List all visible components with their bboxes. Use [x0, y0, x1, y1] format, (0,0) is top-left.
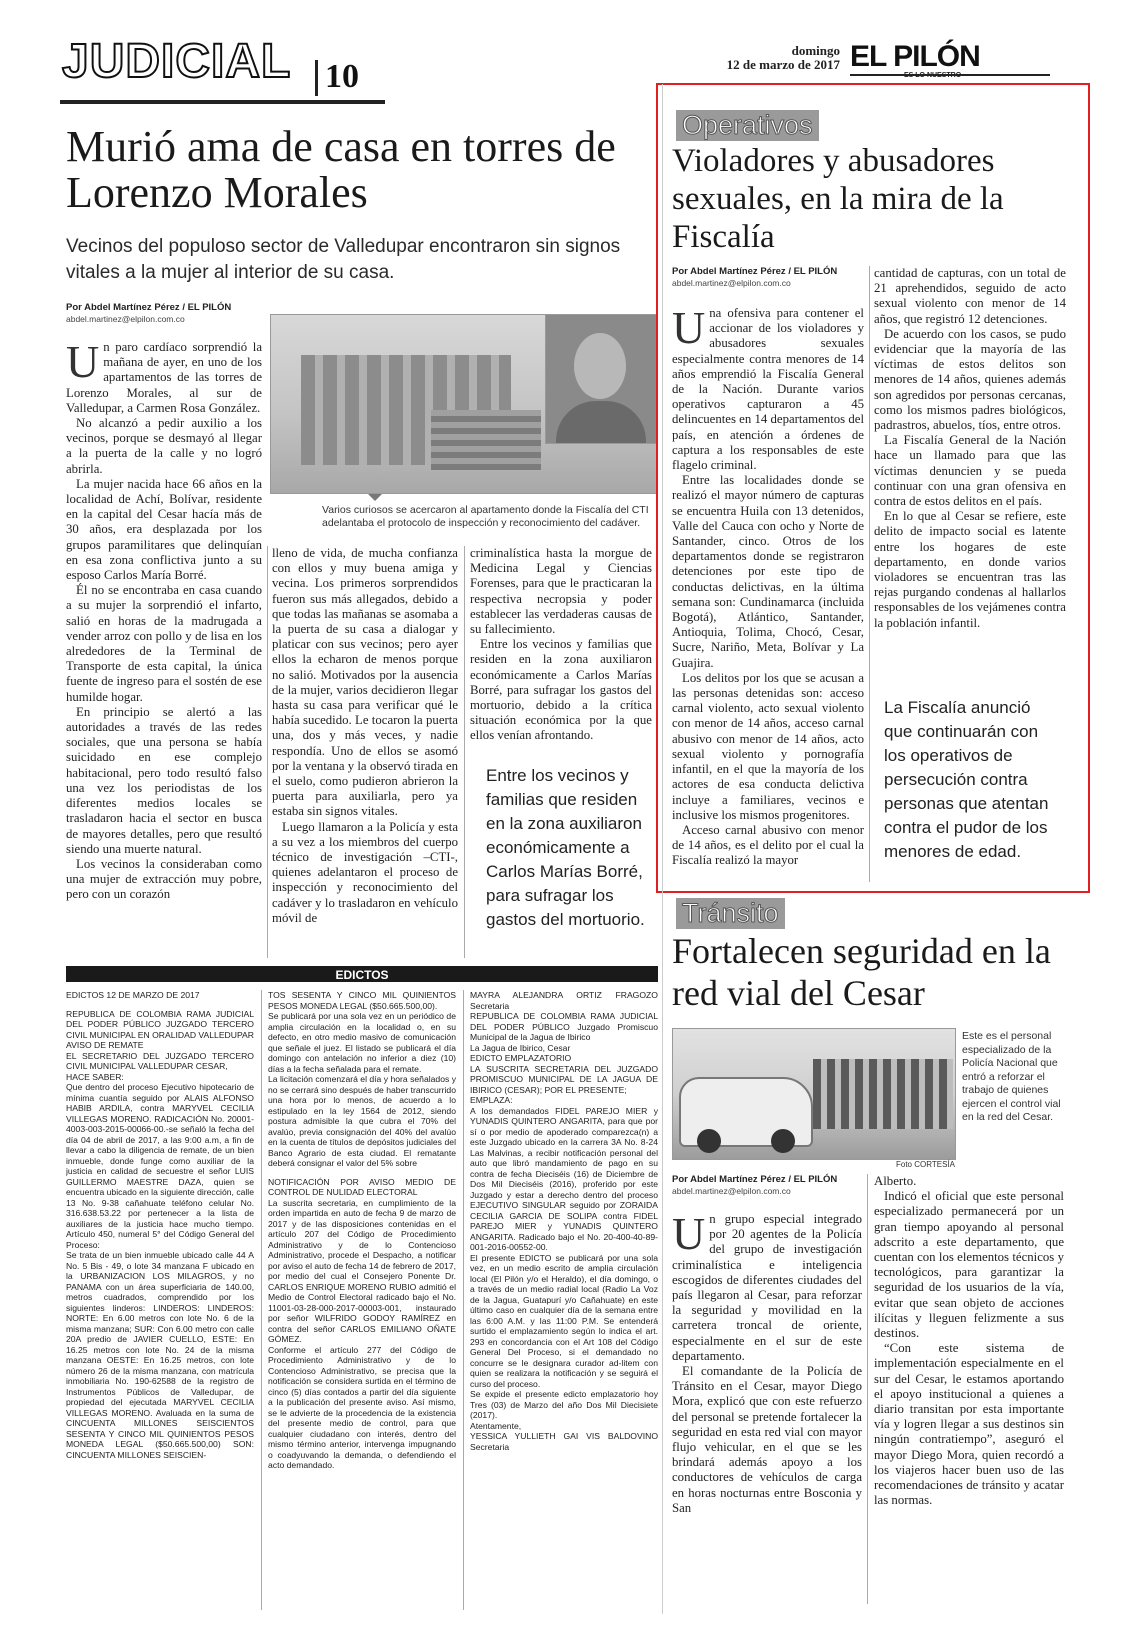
- victim-portrait: [545, 314, 657, 444]
- article2-col1: [672, 306, 864, 886]
- page-number: 10: [325, 58, 359, 95]
- article1-col2: [272, 546, 458, 962]
- edict-paragraph: EDICTOS 12 DE MARZO DE 2017: [66, 990, 200, 1000]
- masthead-date-text: 12 de marzo de 2017: [726, 57, 840, 72]
- article1-pull-quote: Entre los vecinos y familias que residen en la zona auxiliaron económicamente a Carlos Marías Borré, para sufragar los gastos del mortuorio.: [486, 766, 645, 929]
- paragraph: “Con este sistema de implementación especialmente en el sur del Cesar, le estamos aportando el apoyo institucional a quienes a diario transitan por esta importante vía y logren llegar a sus destinos sin ningún contratiempo”, aseguró el mayor Diego Mora, quien recordó a los viajeros hacer buen uso de las recomendaciones de tránsito y acatar las normas.: [874, 1341, 1064, 1508]
- article3-email: abdel.martinez@elpilon.com.co: [672, 1186, 791, 1196]
- article1-byline: Por Abdel Martínez Pérez / EL PILÓN: [66, 302, 232, 313]
- article1-col1: [66, 340, 262, 966]
- paragraph: En principio se alertó a las autoridades a través de las redes sociales, que una persona se había suicidado en ese complejo habitacional, pero todo resultó falso una vez los periodistas de los diferentes medios locales se trasladaron hacia el sector en busca de mayores detalles, pero que resultó siendo una muerte natural.: [66, 704, 262, 856]
- edict-paragraph: EL SECRETARIO DEL JUZGADO TERCERO CIVIL MUNICIPAL VALLEDUPAR CESAR,: [66, 1050, 254, 1071]
- paragraph: De acuerdo con los casos, se pudo evidenciar que la mayoría de las víctimas de estos delitos son menores de 14 años, quienes además son agredidos por personas cercanas, como los mismos padres biológicos, padrastros, abuelos, tíos, entre otros.: [874, 326, 1066, 433]
- edict-paragraph: EMPLAZA:: [470, 1095, 513, 1105]
- edictos-col3: [470, 990, 658, 1612]
- edict-paragraph: REPUBLICA DE COLOMBIA RAMA JUDICIAL DEL PODER PÚBLICO Juzgado Promiscuo Municipal de la Jagua de Ibirico: [470, 1011, 658, 1042]
- paragraph: La mujer nacida hace 66 años en la localidad de Achí, Bolívar, residente en la capital del Cesar hacía más de 30 años, era desplazada por los grupos paramilitares que delinquían en esa zona conflictiva junto a su esposo Carlos María Borré.: [66, 476, 262, 583]
- paragraph: Indicó el oficial que este personal especializado permanecerá por un gran tiempo apoyando al personal adscrito a este departamento, que cuentan con los elementos técnicos y tecnológicos, para garantizar la seguridad de los usuarios de la vía, evitar que sean objeto de acciones ilícitas y lleguen felizmente a sus destinos.: [874, 1189, 1064, 1341]
- article1-email: abdel.martinez@elpilon.com.co: [66, 314, 185, 324]
- edict-paragraph: La suscrita secretaria, en cumplimiento de la orden impartida en auto de fecha 9 de marzo de 2017 y de las disposiciones contenidas en el artículo 207 del Código de Procedimiento Administrativo y de lo Contencioso Administrativo, procede el Despacho, a notificar por aviso el auto de fecha 14 de febrero de 2017, por medio del cual el Consejero Ponente Dr. CARLOS ENRIQUE MORENO RUBIO admitió el Medio de Control Electoral radicado bajo el No. 11001-03-28-000-2017-00003-001, instaurado por señor WILFRIDO GODOY RAMÍREZ en contra del señor CARLOS EMILIANO OÑATE GÓMEZ.: [268, 1197, 456, 1344]
- edict-paragraph: LA SUSCRITA SECRETARIA DEL JUZGADO PROMISCUO MUNICIPAL DE LA JAGUA DE IBIRICO (CESAR); POR EL PRESENTE;: [470, 1063, 658, 1095]
- paragraph: Alberto.: [874, 1174, 917, 1188]
- edict-paragraph: Se trata de un bien inmueble ubicado calle 44 A No. 5 Bis - 49, o lote 34 manzana F ubicado en la URBANIZACION LOS MILAGROS, y no PANAMA con un área superficiaria de 140.00, metros cuadrados, comprendido por los siguientes linderos: LINDEROS: LINDEROS: NORTE: En 6.00 metros con lote No. 6 de la misma manzana; SUR: Con 6.00 metro con calle 20A predio de JAVIER CUELLO, ESTE: En 16.25 metros con lote No. 24 de la misma manzana OESTE: En 16.25 metros, con lote número 26 de la misma manzana, con matrícula inmobiliaria No. 190-62588 de la registro de Instrumentos Públicos de Valledupar, de propiedad del ejecutada MARYVEL CECILIA VILLEGAS MORENO. Avaluada en la suma de CINCUENTA MILLONES SEISCIENTOS SESENTA Y CINCO MIL QUINIENTOS PESOS MONEDA LEGAL ($50.665.500,00) SON: CINCUENTA MILLONES SEISCIEN-: [66, 1250, 254, 1460]
- car-wheel: [771, 1129, 795, 1153]
- portrait-head: [574, 333, 626, 399]
- edict-paragraph: Conforme el artículo 277 del Código de Procedimiento Administrativo y de lo Contencioso Administrativo, se precisa que la notificación se considera surtida en el término de cinco (5) días contados a partir del día siguiente a la publicación del presente aviso. Así mismo, se le advierte de la procedencia de la existencia del presente medio de control, para que cualquier ciudadano con interés, dentro del mismo término anterior, intervenga impugnando o coadyuvando la demanda, o defendiendo el acto demandado.: [268, 1344, 456, 1470]
- section-title: JUDICIAL: [62, 35, 292, 88]
- paragraph: Él no se encontraba en casa cuando a su mujer la sorprendió el infarto, salió en horas de la madrugada a vender arroz con pollo y de lisa en los alrededores de la Terminal de Transporte de esta capital, la única fuente de ingreso para el sostén de ese humilde hogar.: [66, 583, 262, 704]
- building-shape-2: [431, 410, 541, 470]
- section-header: [60, 30, 385, 104]
- edictos-header: EDICTOS: [335, 968, 389, 982]
- paragraph: Acceso carnal abusivo con menor de 14 años, es el delito por el cual la Fiscalía realizó la mayor: [672, 822, 864, 868]
- paragraph: En lo que al Cesar se refiere, este delito de impacto social es latente entre los hogares de este departamento, en donde varios violadores se encuentran tras las rejas purgando condenas al hallarlos responsables de los vejámenes contra la población infantil.: [874, 509, 1066, 630]
- paragraph: na ofensiva para contener el accionar de los violadores y abusadores sexuales especialmente contra menores de 14 años emprendió la Fiscalía General de la Nación. Durante varios operativos capturaron a 45 delincuentes en 14 departamentos del país, en atención a órdenes de captura a los responsables de este flagelo criminal.: [672, 306, 864, 473]
- paragraph: cantidad de capturas, con un total de 21 aprehendidos, seguido de acto sexual violento con menor de 14 años, que registró 12 detenciones.: [874, 266, 1066, 326]
- edict-paragraph: A los demandados FIDEL PAREJO MIER y YUNADIS QUINTERO ANGARITA, para que por sí o por medio de apoderado comparezca(n) a este Juzgado ubicado en la carrera 3A No. 8-24 Las Malvinas, a recibir notificación personal del auto que libró mandamiento de pago en su contra de fecha Dieciséis (16) de Diciembre de Dos Mil Dieciséis (2016), proferido por este Juzgado y estar a derecho dentro del proceso EJECUTIVO SINGULAR seguido por ZORAIDA CECILIA GARCIA DE SOLIPA contra FIDEL PAREJO MIER y YUNADIS QUINTERO ANGARITA. Radicado bajo el No. 20-400-40-89-001-2016-00552-00.: [470, 1105, 658, 1252]
- edict-paragraph: El presente EDICTO se publicará por una sola vez, en un medio escrito de amplia circulación local (El Pilón y/o el Heraldo), el día domingo, o a través de un medio radial local (Radio La Voz de la Jagua, Guatapurí y/o Cañahuate) en este último caso en cualquier día de la semana entre las 6:00 A.M. y las 11:00 P.M. Se entenderá surtido el emplazamiento según lo indica el art. 293 en concordancia con el Art 108 del Código General Del Proceso, si el demandado no concurre se le designara curador ad-litem con quien se realizara la notificación y se seguirá el curso del proceso.: [470, 1252, 658, 1389]
- edict-paragraph: Se publicará por una sola vez en un periódico de amplia circulación en la localidad o, en su defecto, en otro medio masivo de comunicación que señale el juez. El listado se publicará el día domingo con antelación no inferior a diez (10) días a la fecha señalada para el remate.: [268, 1011, 456, 1074]
- paragraph: La Fiscalía General de la Nación hace un llamado para que las víctimas denuncien y se pueda continuar con una gran ofensiva en contra de estos delitos en el país.: [874, 433, 1066, 509]
- portrait-body: [556, 401, 646, 444]
- edict-paragraph: Que dentro del proceso Ejecutivo hipotecario de mínima cuantía seguido por ALAIS ALFONSO HABIB ARDILA, contra MARYVEL CECILIA VILLEGAS MORENO. RADICACIÓN No. 20001-4003-003-2015-00066-00.-se señaló la fecha del día 04 de abril de 2017, a las 9:00 a.m, a fin de llevar a cabo la diligencia de remate, de un bien inmueble, donde funge como auxiliar de la justicia en calidad de secuestre el señor LUIS GUILLERMO MAESTRE DAZA, quien se encuentra ubicado en la siguiente dirección, calle 13 No. 9-38 cañahuate teléfono celular No. 316.638.53.22 por pertenecer a la lista de auxiliares de la justicia hace mucho tiempo. Artículo 450, numeral 5° del Código General del Proceso:: [66, 1082, 254, 1250]
- photo-caption-arrow: [368, 494, 382, 501]
- page-number-divider: [315, 60, 318, 96]
- article2-pull-quote: La Fiscalía anunció que continuarán con los operativos de persecución contra personas que atentan contra el pudor de los menores de edad.: [884, 698, 1049, 861]
- photo-credit: Foto CORTESÍA: [896, 1160, 955, 1169]
- police-photo: [672, 1028, 956, 1160]
- edict-paragraph: EDICTO EMPLAZATORIO: [470, 1053, 572, 1063]
- article3-col2: [874, 1174, 1064, 1604]
- article2-col2: [874, 266, 1066, 686]
- article2-email: abdel.martinez@elpilon.com.co: [672, 278, 791, 288]
- edict-paragraph: HACE SABER:: [66, 1071, 124, 1082]
- article2-title: Violadores y abusadores sexuales, en la mira de la Fiscalía: [672, 143, 1004, 255]
- dropcap: U: [672, 306, 706, 353]
- column-rule: [267, 546, 268, 958]
- paragraph: No alcanzó a pedir auxilio a los vecinos, porque se desmayó al llegar a la puerta de la calle y no logró abrirla.: [66, 416, 262, 476]
- paragraph: Los delitos por los que se acusan a las personas detenidas son: acceso carnal violento, acto sexual violento con menor de 14 años, acceso carnal abusivo con menor de 14 años, acto sexual violento y pornografía infantil, en el que la mayoría de los actores de esa conducta delictiva incluye a familiares, vecinos e inclusive los mismos progenitores.: [672, 670, 864, 822]
- column-rule: [261, 990, 262, 1610]
- page-column-rule: [662, 84, 663, 1614]
- edict-paragraph: Se expide el presente edicto emplazatorio hoy Tres (03) de Marzo del año Dos Mil Diecisiete (2017).: [470, 1389, 658, 1420]
- masthead-date: [720, 44, 840, 72]
- article3-photo-caption: Este es el personal especializado de la Policía Nacional que entró a reforzar el trabajo de quienes ejercen el control vial en la red del Cesar.: [962, 1030, 1061, 1123]
- article1-photo-caption: Varios curiosos se acercaron al apartamento donde la Fiscalía del CTI adelantaba el protocolo de inspección y reconocimiento del cadáver.: [322, 504, 649, 529]
- paragraph: Entre las localidades donde se realizó el mayor número de capturas se encuentra Huila con 13 detenidos, Valle del Cauca con ocho y Norte de Santander, cinco. Otros de los departamentos donde se registraron detenciones por este tipo de conductas delictivas, en la última semana son: Cundinamarca (incluida Bogotá), Atlántico, Santander, Antioquia, Tolima, Chocó, Cesar, Sucre, Nariño, Meta, Bolívar y La Guajira.: [672, 473, 864, 670]
- article1-subtitle: Vecinos del populoso sector de Valledupar encontraron sin signos vitales a la mujer al interior de su casa.: [66, 236, 621, 283]
- edictos-col2: [268, 990, 456, 1612]
- masthead-day: domingo: [791, 43, 840, 58]
- column-rule: [869, 266, 870, 882]
- paragraph: Entre los vecinos y familias que residen en la zona auxiliaron económicamente a Carlos Marías Borré, para sufragar los gastos del mortuorio, debido a la crítica situación económica por la que ellos venían afrontando.: [470, 637, 652, 743]
- edict-paragraph: YESSICA YULLIETH GAI VIS BALDOVINO Secretaria: [470, 1431, 658, 1452]
- edict-paragraph: La licitación comenzará el día y hora señalados y no se cerrará sino después de haber transcurrido una hora por lo menos, de acuerdo a lo estipulado en la ley 1564 de 2012, siendo postura admisible la que cubra el 70% del avalúo, previa consignación del 40% del avalúo en la cuenta de títulos de depósitos judiciales del Banco Agrario de esta ciudad. El rematante deberá consignar el valor del 5% sobre: [268, 1074, 456, 1168]
- column-rule: [867, 1174, 868, 1604]
- masthead-rule: [850, 74, 1050, 76]
- officers-row: [813, 1059, 953, 1129]
- edict-paragraph: NOTIFICACIÓN POR AVISO MEDIO DE CONTROL DE NULIDAD ELECTORAL: [268, 1176, 456, 1197]
- article2-byline: Por Abdel Martínez Pérez / EL PILÓN: [672, 266, 838, 277]
- article3-byline: Por Abdel Martínez Pérez / EL PILÓN: [672, 1174, 838, 1185]
- brand-name: EL PILÓN: [850, 40, 980, 73]
- edict-paragraph: Atentamente,: [470, 1420, 522, 1431]
- paragraph: Los vecinos la consideraban como una mujer de extracción muy pobre, pero con un corazón: [66, 856, 262, 902]
- paragraph: n grupo especial integrado por 20 agentes de la Policía del grupo de investigación criminalística e inteligencia escogidos de diferentes ciudades del país llegaron al Cesar, para reforzar la seguridad y movilidad en la carretera troncal de oriente, especialmente en el sur de este departamento.: [672, 1212, 862, 1363]
- article1-title: Murió ama de casa en torres de Lorenzo Morales: [66, 122, 616, 218]
- edict-paragraph: MAYRA ALEJANDRA ORTIZ FRAGOZO Secretaria: [470, 990, 658, 1011]
- paragraph: criminalística hasta la morgue de Medicina Legal y Ciencias Forenses, para que le practicaran la respectiva necropsia y poder establecer las verdaderas causas de su fallecimiento.: [470, 546, 652, 637]
- edict-paragraph: TOS SESENTA Y CINCO MIL QUINIENTOS PESOS MONEDA LEGAL ($50.665.500,00).: [268, 990, 456, 1011]
- edict-paragraph: REPUBLICA DE COLOMBIA RAMA JUDICIAL DEL PODER PÚBLICO JUZGADO TERCERO CIVIL MUNICIPAL EN ORALIDAD VALLEDUPAR AVISO DE REMATE: [66, 1008, 254, 1050]
- paragraph: Luego llamaron a la Policía y esta a su vez a los miembros del cuerpo técnico de investigación –CTI-, quienes adelantaron el proceso de inspección y reconocimiento del cadáver y lo trasladaron en vehículo móvil de: [272, 819, 458, 925]
- article3-title: Fortalecen seguridad en la red vial del Cesar: [672, 931, 1051, 1013]
- paragraph: lleno de vida, de mucha confianza con ellos y muy buena amiga y vecina. Los primeros sorprendidos fueron sus más allegados, debido a que todas las mañanas se asomaba a la puerta de su casa a dialogar y platicar con sus vecinos; pero ayer ellos la echaron de menos porque no salió. Motivados por la ausencia de la mujer, varios decidieron llegar hasta su casa para verificar qué le había sucedido. Le tocaron la puerta una, dos y más veces, y nadie respondía. Uno de ellos se asomó por la ventana y la observó tirada en el suelo, como pudieron abrieron la puerta para auxiliarla, pero ya estaba sin signos vitales.: [272, 546, 458, 819]
- article1-col3: [470, 546, 652, 746]
- dropcap: U: [66, 340, 100, 387]
- paragraph: El comandante de la Policía de Tránsito en el Cesar, mayor Diego Mora, explicó que con este refuerzo del personal se pretende fortalecer la seguridad en esta red vial con mayor flujo vehicular, en el que se les brindará además apoyo a los conductores de vehículos de carga en horas nocturnas entre Bosconia y San: [672, 1364, 862, 1515]
- article2-kicker: Operativos: [676, 110, 819, 141]
- edictos-col1: [66, 990, 254, 1612]
- column-rule: [463, 990, 464, 1610]
- article3-col1: [672, 1212, 862, 1612]
- edictos-header-bar: [66, 966, 658, 982]
- dropcap: U: [672, 1212, 706, 1259]
- edict-paragraph: La Jagua de Ibirico, Cesar: [470, 1042, 571, 1053]
- paragraph: n paro cardíaco sorprendió la mañana de ayer, en uno de los apartamentos de las torres de Lorenzo Morales, al sur de Valledupar, a Carmen Rosa González.: [66, 340, 262, 415]
- car-wheel: [697, 1129, 721, 1153]
- column-rule: [464, 546, 465, 958]
- article3-kicker: Tránsito: [676, 898, 785, 929]
